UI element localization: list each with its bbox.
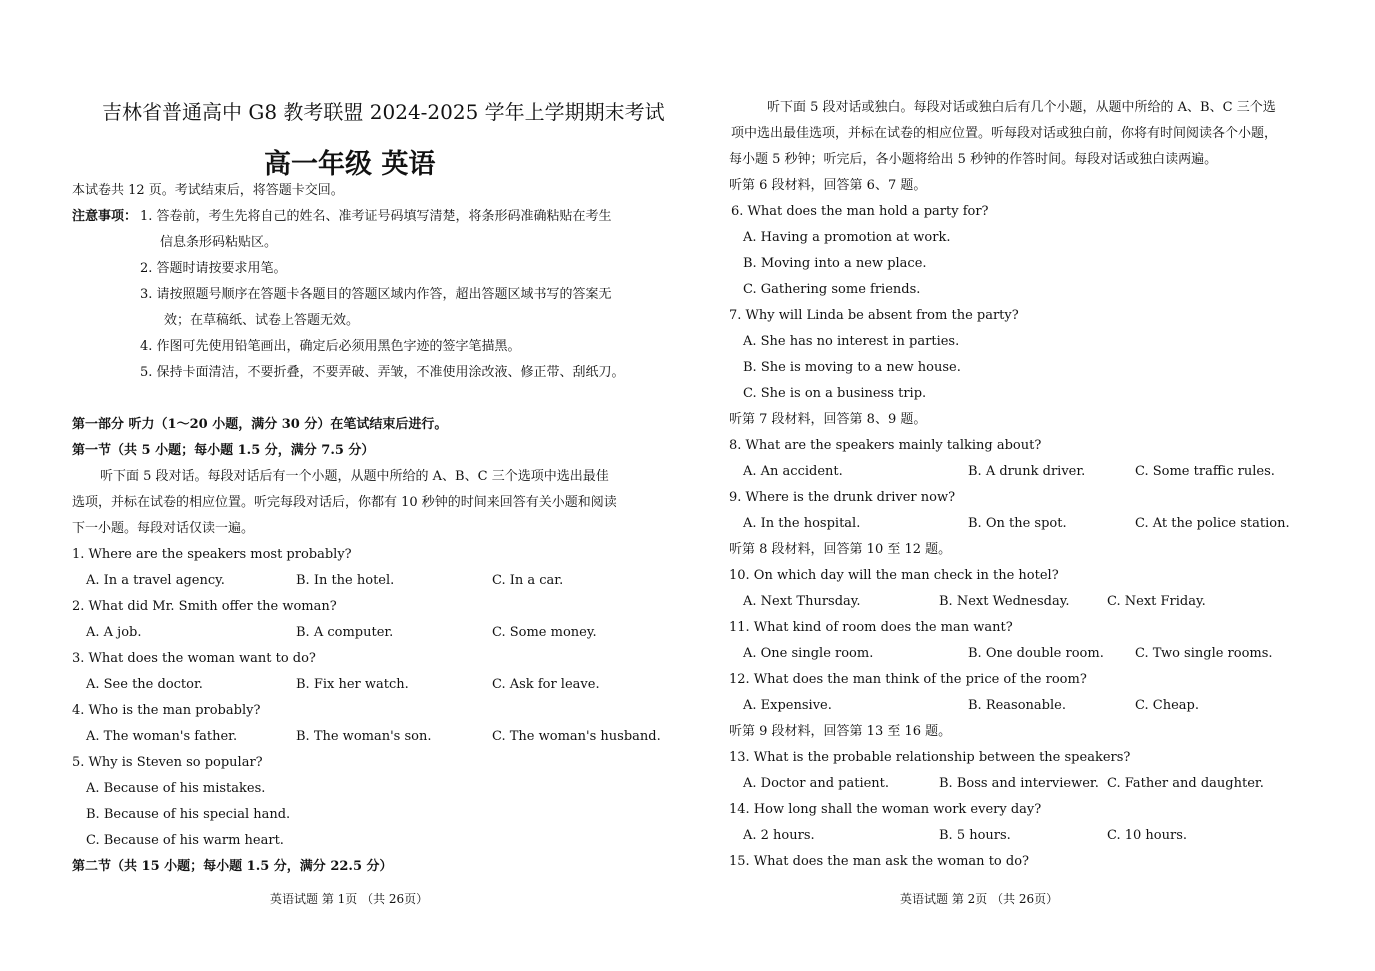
option-c: C. Father and daughter. bbox=[1107, 776, 1264, 791]
option-a: A. Doctor and patient. bbox=[743, 776, 890, 791]
question-2: 2. What did Mr. Smith offer the woman? bbox=[72, 599, 337, 614]
exam-page-1 bbox=[72, 0, 665, 971]
note-5: 5. 保持卡面清洁，不要折叠，不要弄破、弄皱，不准使用涂改液、修正带、刮纸刀。 bbox=[140, 365, 625, 380]
question-6-option-c: C. Gathering some friends. bbox=[743, 282, 921, 297]
option-b: B. One double room. bbox=[968, 646, 1104, 661]
question-5-option-a: A. Because of his mistakes. bbox=[86, 781, 266, 796]
question-7-option-b: B. She is moving to a new house. bbox=[743, 360, 961, 375]
option-a: A. See the doctor. bbox=[86, 677, 203, 692]
part1-heading: 第一部分 听力（1～20 小题，满分 30 分）在笔试结束后进行。 bbox=[72, 417, 448, 432]
question-4: 4. Who is the man probably? bbox=[72, 703, 261, 718]
section1-instructions: 听下面 5 段对话。每段对话后有一个小题，从题中所给的 A、B、C 三个选项中选出最佳 bbox=[100, 469, 609, 484]
grade-subject-title: 高一年级 英语 bbox=[264, 149, 436, 180]
question-11-options bbox=[729, 641, 1319, 667]
material-6-heading: 听第 6 段材料，回答第 6、7 题。 bbox=[729, 178, 927, 193]
question-13-options bbox=[729, 771, 1319, 797]
question-7-option-c: C. She is on a business trip. bbox=[743, 386, 927, 401]
question-2-options bbox=[72, 620, 662, 646]
question-10-options bbox=[729, 589, 1319, 615]
option-a: A. Next Thursday. bbox=[743, 594, 861, 609]
section2-heading: 第二节（共 15 小题；每小题 1.5 分，满分 22.5 分） bbox=[72, 859, 393, 874]
question-6-option-a: A. Having a promotion at work. bbox=[743, 230, 951, 245]
option-b: B. On the spot. bbox=[968, 516, 1067, 531]
page1-body: 本试卷共 12 页。考试结束后，将答题卡交回。 注意事项： 1. 答卷前，考生先将自己的姓名、准考证号码填写清楚，将条形码准确粘贴在考生 信息条形码粘贴区。 2. 答题时请按要求用笔。 3. 请按照题号顺序在答题卡各题目的答题区域内作答，超出答题区域书写的答案无 效；在草稿纸、试卷上答题无效。 4. 作图可先使用铅笔画出，确定后必须用黑色字迹的签字笔描黑。 5. 保持卡面清洁，不要折叠，不要弄破、弄皱，不准使用涂改液、修正带、刮纸刀。 第一部分 听力（1～20 小题，满分 30 分）在笔试结束后进行。 第一节（共 5 小题；每小题 1.5 分，满分 7.5 分） 听下面 5 段对话。每段对话后有一个小题，从题中所给的 A、B、C 三个选项中选出最佳 选项，并标在试卷的相应位置。听完每段对话后，你都有 10 秒钟的时间来回答有关小题和阅读 下一小题。每段对话仅读一遍。 1. Where are the speakers most probably? A. In a travel agency. B. In the hotel. C. In a car. 2. What did Mr. Smith offer the woman? A. A job. B. A computer. C. Some money. 3. What does the woman want to do? A. See the doctor. B. Fix her watch. C. Ask for leave. 4. Who is the man probably? A. The woman's father. B. The woman's son. C. The woman's husband. 5. Why is Steven so popular? A. Because of his mistakes. B. Because of his special hand. C. Because of his warm heart. 第二节（共 15 小题；每小题 1.5 分，满分 22.5 分） bbox=[72, 178, 662, 880]
material-8-heading: 听第 8 段材料，回答第 10 至 12 题。 bbox=[729, 542, 952, 557]
option-a: A. Expensive. bbox=[743, 698, 832, 713]
question-3-options bbox=[72, 672, 662, 698]
option-c: C. 10 hours. bbox=[1107, 828, 1188, 843]
material-9-heading: 听第 9 段材料，回答第 13 至 16 题。 bbox=[729, 724, 952, 739]
question-5-option-b: B. Because of his special hand. bbox=[86, 807, 291, 822]
page-footer: 英语试题 第 2页 （共 26页） bbox=[900, 892, 1059, 906]
question-14: 14. How long shall the woman work every day? bbox=[729, 802, 1042, 817]
section1-heading: 第一节（共 5 小题；每小题 1.5 分，满分 7.5 分） bbox=[72, 443, 375, 458]
question-15: 15. What does the man ask the woman to do? bbox=[729, 854, 1029, 869]
option-b: B. The woman's son. bbox=[296, 729, 432, 744]
question-5: 5. Why is Steven so popular? bbox=[72, 755, 263, 770]
option-b: B. 5 hours. bbox=[939, 828, 1011, 843]
option-a: A. The woman's father. bbox=[86, 729, 238, 744]
question-8: 8. What are the speakers mainly talking about? bbox=[729, 438, 1042, 453]
question-1-options bbox=[72, 568, 662, 594]
option-c: C. At the police station. bbox=[1135, 516, 1290, 531]
question-4-options bbox=[72, 724, 662, 750]
option-c: C. Some money. bbox=[492, 625, 597, 640]
option-c: C. Next Friday. bbox=[1107, 594, 1206, 609]
option-a: A. One single room. bbox=[743, 646, 874, 661]
note-4: 4. 作图可先使用铅笔画出，确定后必须用黑色字迹的签字笔描黑。 bbox=[140, 339, 521, 354]
exam-page-2 bbox=[729, 0, 1319, 971]
question-10: 10. On which day will the man check in the hotel? bbox=[729, 568, 1059, 583]
material-7-heading: 听第 7 段材料，回答第 8、9 题。 bbox=[729, 412, 927, 427]
question-12: 12. What does the man think of the price of the room? bbox=[729, 672, 1087, 687]
note-2: 2. 答题时请按要求用笔。 bbox=[140, 261, 287, 276]
question-3: 3. What does the woman want to do? bbox=[72, 651, 316, 666]
option-b: B. A drunk driver. bbox=[968, 464, 1086, 479]
option-c: C. Some traffic rules. bbox=[1135, 464, 1275, 479]
option-b: B. A computer. bbox=[296, 625, 394, 640]
option-a: A. In the hospital. bbox=[743, 516, 861, 531]
note-3: 3. 请按照题号顺序在答题卡各题目的答题区域内作答，超出答题区域书写的答案无 bbox=[140, 287, 612, 302]
option-a: A. 2 hours. bbox=[743, 828, 815, 843]
note-3-cont: 效；在草稿纸、试卷上答题无效。 bbox=[164, 313, 360, 328]
question-8-options bbox=[729, 459, 1319, 485]
option-b: B. In the hotel. bbox=[296, 573, 395, 588]
question-1: 1. Where are the speakers most probably? bbox=[72, 547, 352, 562]
question-5-option-c: C. Because of his warm heart. bbox=[86, 833, 284, 848]
note-1-cont: 信息条形码粘贴区。 bbox=[160, 235, 278, 250]
option-a: A. In a travel agency. bbox=[86, 573, 225, 588]
option-c: C. The woman's husband. bbox=[492, 729, 661, 744]
page-footer: 英语试题 第 1页 （共 26页） bbox=[270, 892, 429, 906]
option-b: B. Reasonable. bbox=[968, 698, 1066, 713]
question-13: 13. What is the probable relationship between the speakers? bbox=[729, 750, 1131, 765]
option-a: A. An accident. bbox=[743, 464, 843, 479]
page2-body: 听下面 5 段对话或独白。每段对话或独白后有几个小题，从题中所给的 A、B、C 三个选 项中选出最佳选项，并标在试卷的相应位置。听每段对话或独白前，你将有时间阅读各个小题， 每小题 5 秒钟；听完后，各小题将给出 5 秒钟的作答时间。每段对话或独白读两遍。 听第 6 段材料，回答第 6、7 题。 6. What does the man hold a party for? A. Having a promotion at work. B. Moving into a new place. C. Gathering some friends. 7. Why will Linda be absent from the party? A. She has no interest in parties. B. She is moving to a new house. C. She is on a business trip. 听第 7 段材料，回答第 8、9 题。 8. What are the speakers mainly talking about? A. An accident. B. A drunk driver. C. Some traffic rules. 9. Where is the drunk driver now? A. In the hospital. B. On the spot. C. At the police station. 听第 8 段材料，回答第 10 至 12 题。 10. On which day will the man check in the hotel? A. Next Thursday. B. Next Wednesday. C. Next Friday. 11. What kind of room does the man want? A. One single room. B. One double room. C. Two single rooms. 12. What does the man think of the price of the room? A. Expensive. B. Reasonable. C. Cheap. 听第 9 段材料，回答第 13 至 16 题。 13. What is the probable relationship between the speakers? A. Doctor and patient. B. Boss and interviewer. C. Father and daughter. 14. How long shall the woman work every day? A. 2 hours. B. 5 hours. C. 10 hours. 15. What does the man ask the woman to do? bbox=[729, 95, 1319, 875]
question-9: 9. Where is the drunk driver now? bbox=[729, 490, 956, 505]
question-12-options bbox=[729, 693, 1319, 719]
notes-label: 注意事项： bbox=[72, 209, 138, 224]
option-c: C. Ask for leave. bbox=[492, 677, 600, 692]
question-9-options bbox=[729, 511, 1319, 537]
question-6: 6. What does the man hold a party for? bbox=[731, 204, 989, 219]
option-b: B. Next Wednesday. bbox=[939, 594, 1070, 609]
question-6-option-b: B. Moving into a new place. bbox=[743, 256, 927, 271]
option-c: C. Cheap. bbox=[1135, 698, 1199, 713]
option-c: C. Two single rooms. bbox=[1135, 646, 1273, 661]
question-14-options bbox=[729, 823, 1319, 849]
question-11: 11. What kind of room does the man want? bbox=[729, 620, 1013, 635]
question-7: 7. Why will Linda be absent from the party? bbox=[729, 308, 1019, 323]
intro-line: 本试卷共 12 页。考试结束后，将答题卡交回。 bbox=[72, 183, 344, 198]
option-a: A. A job. bbox=[86, 625, 142, 640]
question-7-option-a: A. She has no interest in parties. bbox=[743, 334, 960, 349]
option-c: C. In a car. bbox=[492, 573, 564, 588]
option-b: B. Fix her watch. bbox=[296, 677, 409, 692]
note-1: 注意事项： 1. 答卷前，考生先将自己的姓名、准考证号码填写清楚，将条形码准确粘贴在考生 bbox=[72, 204, 662, 230]
section2-instructions: 听下面 5 段对话或独白。每段对话或独白后有几个小题，从题中所给的 A、B、C 三个选 bbox=[767, 100, 1276, 115]
exam-title: 吉林省普通高中 G8 教考联盟 2024-2025 学年上学期期末考试 bbox=[102, 100, 665, 124]
option-b: B. Boss and interviewer. bbox=[939, 776, 1099, 791]
